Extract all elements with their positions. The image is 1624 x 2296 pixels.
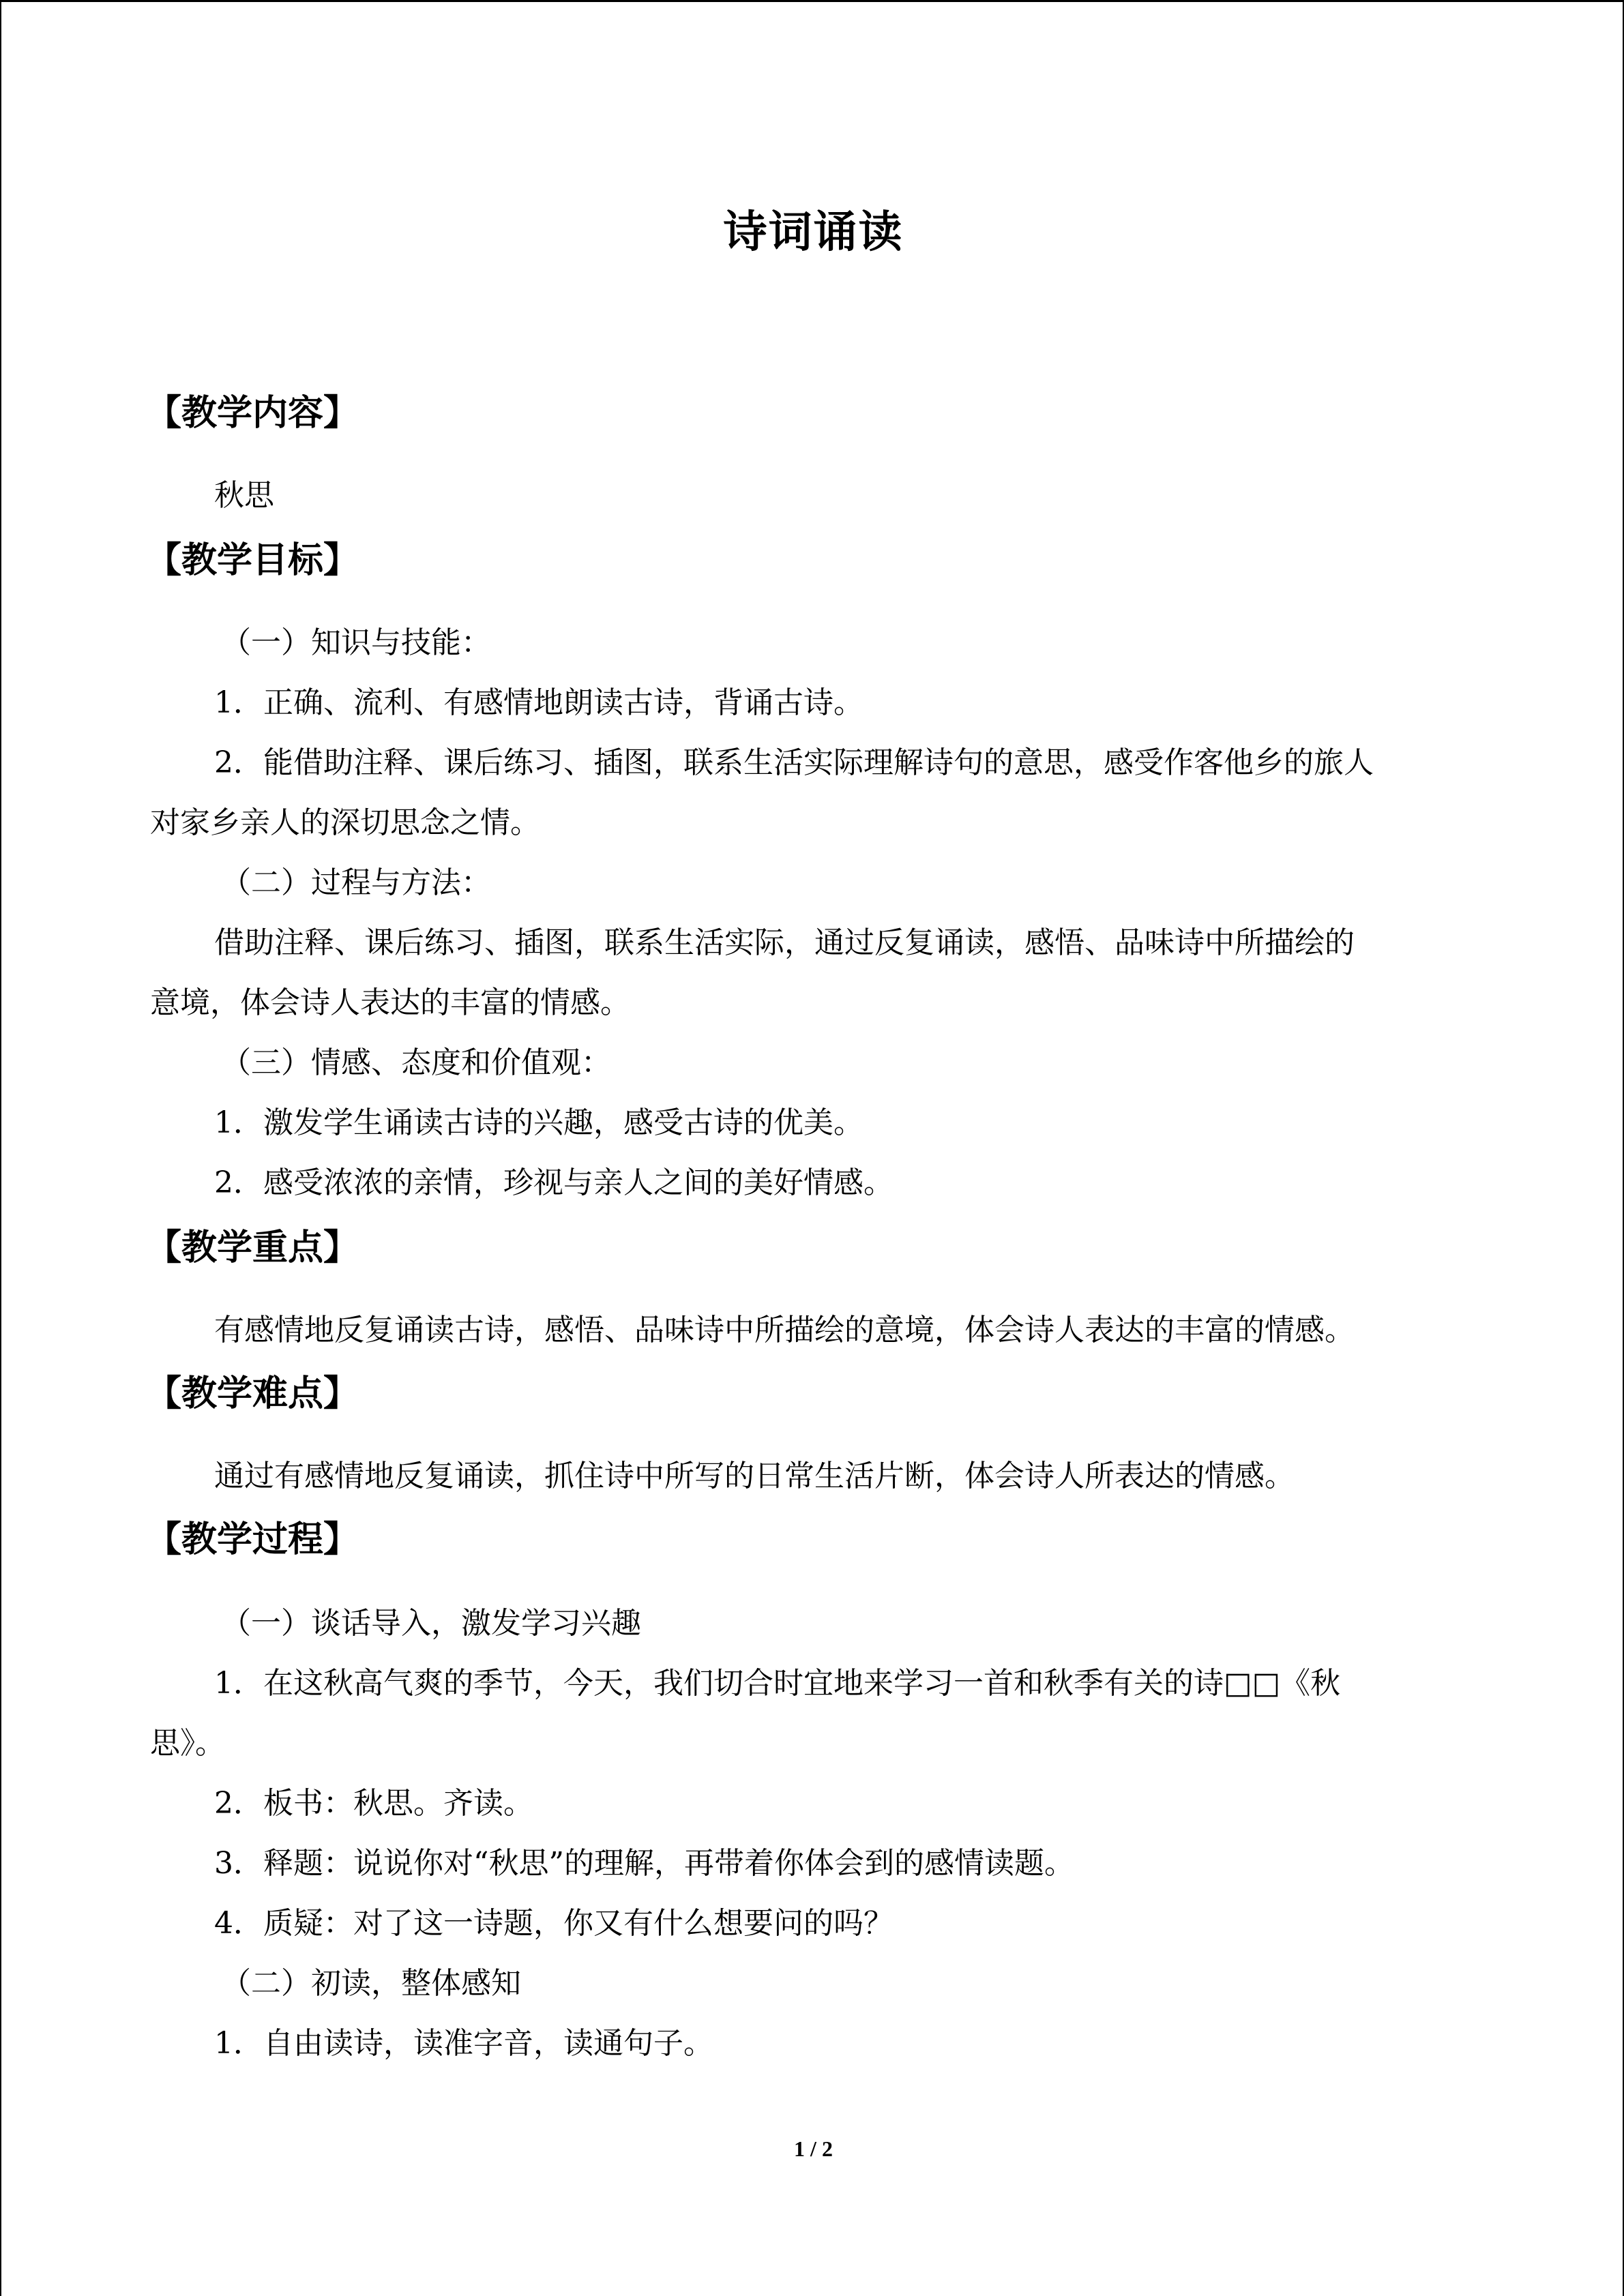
process-item-4: 4．质疑：对了这一诗题，你又有什么想要问的吗？ [214, 1906, 894, 1941]
goals-item-1: 1．正确、流利、有感情地朗读古诗，背诵古诗。 [214, 685, 863, 720]
section-heading-content: 【教学内容】 [146, 392, 359, 434]
process-item-2-1: 1．自由读诗，读准字音，读通句子。 [214, 2026, 713, 2061]
goals-subtitle-1: （一）知识与技能： [221, 625, 491, 660]
process-item-3: 3．释题：说说你对“秋思”的理解，再带着你体会到的感情读题。 [214, 1846, 1074, 1881]
page-title: 诗词诵读 [723, 207, 904, 258]
goals-text-2-line2: 意境，体会诗人表达的丰富的情感。 [150, 985, 630, 1020]
goals-subtitle-2: （二）过程与方法： [221, 865, 491, 900]
goals-item-3-2: 2．感受浓浓的亲情，珍视与亲人之间的美好情感。 [214, 1165, 894, 1200]
goals-item-2-line1: 2．能借助注释、课后练习、插图，联系生活实际理解诗句的意思，感受作客他乡的旅人 [214, 745, 1374, 780]
process-subtitle-2: （二）初读，整体感知 [221, 1966, 521, 2001]
process-item-2: 2．板书：秋思。齐读。 [214, 1786, 533, 1821]
section-heading-process: 【教学过程】 [146, 1519, 359, 1560]
goals-item-2-line2: 对家乡亲人的深切思念之情。 [150, 805, 540, 840]
content-text: 秋思 [214, 478, 274, 513]
section-heading-key: 【教学重点】 [146, 1227, 359, 1268]
process-subtitle-1: （一）谈话导入，激发学习兴趣 [221, 1606, 641, 1641]
goals-subtitle-3: （三）情感、态度和价值观： [221, 1045, 611, 1080]
section-heading-goals: 【教学目标】 [146, 539, 359, 581]
goals-item-3-1: 1．激发学生诵读古诗的兴趣，感受古诗的优美。 [214, 1105, 863, 1140]
process-item-1-line2: 思》。 [150, 1726, 225, 1761]
difficulty-text: 通过有感情地反复诵读，抓住诗中所写的日常生活片断，体会诗人所表达的情感。 [214, 1459, 1295, 1493]
page-number: 1 / 2 [794, 2136, 833, 2161]
key-text: 有感情地反复诵读古诗，感悟、品味诗中所描绘的意境，体会诗人表达的丰富的情感。 [214, 1313, 1355, 1347]
process-item-1-line1: 1．在这秋高气爽的季节，今天，我们切合时宜地来学习一首和秋季有关的诗□□《秋 [214, 1666, 1341, 1701]
goals-text-2-line1: 借助注释、课后练习、插图，联系生活实际，通过反复诵读，感悟、品味诗中所描绘的 [214, 925, 1355, 960]
section-heading-difficulty: 【教学难点】 [146, 1373, 359, 1414]
